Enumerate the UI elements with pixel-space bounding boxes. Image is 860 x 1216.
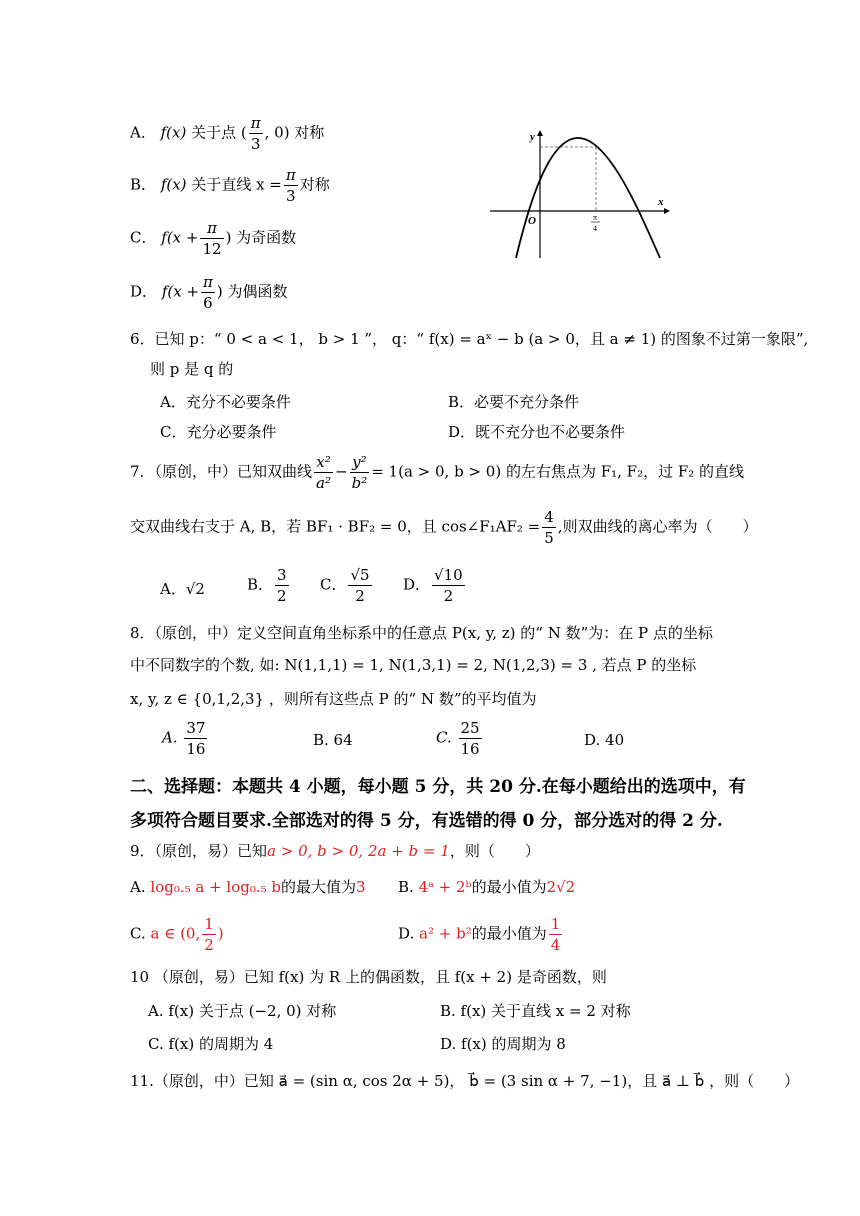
q7-option-a: A．√2 — [160, 580, 205, 598]
q7-option-c: C． $\frac{√5}{2}$ — [320, 566, 370, 605]
q8-stem-line2: 中不同数字的个数, 如: N(1,1,1) = 1, N(1,3,1) = 2, N(1,2,3) = 3 , 若点 P 的坐标 — [130, 656, 697, 674]
y-axis-arrow — [537, 130, 543, 136]
q5-option-c: C． f(x + $\frac{\pi}{12}$ ) 为奇函数 — [130, 219, 297, 258]
q5-option-b: B． f(x) 关于直线 x = $\frac{\pi}{3}$ 对称 — [130, 166, 330, 205]
q8-stem-line3: x, y, z ∈ {0,1,2,3} ，则所有这些点 P 的“ N 数”的平均值为 — [130, 690, 537, 708]
q5-option-d: D． f(x + $\frac{\pi}{6}$ ) 为偶函数 — [130, 273, 288, 312]
q6-option-d: D．既不充分也不必要条件 — [448, 423, 626, 441]
q8-option-c: C. $\frac{25}{16}$ — [436, 719, 480, 758]
q8-option-d: D. 40 — [584, 731, 625, 749]
q10-option-a: A. f(x) 关于点 (−2, 0) 对称 — [148, 1002, 337, 1020]
tick-den: 4 — [593, 224, 597, 233]
section-2-heading-line2: 多项符合题目要求.全部选对的得 5 分，有选错的得 0 分，部分选对的得 2 分. — [130, 811, 723, 831]
q9-option-d: D. a² + b²的最小值为 $\frac{1}{4}$ — [398, 915, 561, 954]
q9-option-b: B. 4ᵃ + 2ᵇ的最小值为2√2 — [398, 878, 576, 896]
section-2-heading-line1: 二、选择题：本题共 4 小题，每小题 5 分，共 20 分.在每小题给出的选项中，有 — [130, 777, 746, 797]
y-label: y — [530, 131, 535, 143]
q8-option-b: B. 64 — [313, 731, 353, 749]
q8-stem-line1: 8．（原创，中）定义空间直角坐标系中的任意点 P(x, y, z) 的“ N 数”为：在 P 点的坐标 — [130, 624, 713, 642]
q10-stem: 10 （原创，易）已知 f(x) 为 R 上的偶函数，且 f(x + 2) 是奇函数，则 — [130, 968, 607, 986]
q5-option-a: A． f(x) 关于点 ( $\frac{\pi}{3}$ , 0) 对称 — [130, 114, 325, 153]
q7-stem-line2: 交双曲线右支于 A, B，若 BF₁ · BF₂ = 0，且 cos∠F₁AF₂ = $\frac{4}{5}$ ,则双曲线的离心率为（ ） — [130, 508, 758, 547]
q9-option-a: A. log₀.₅ a + log₀.₅ b的最大值为3 — [130, 878, 366, 896]
q6-stem-line1: 6．已知 p：“ 0 < a < 1， b > 1 ”， q：“ f(x) = aˣ − b (a > 0，且 a ≠ 1) 的图象不过第一象限”, — [130, 330, 809, 348]
x-axis-arrow — [664, 208, 670, 214]
q9-option-c: C. a ∈ (0, $\frac{1}{2}$ ) — [130, 915, 224, 954]
q6-stem-line2: 则 p 是 q 的 — [150, 360, 234, 378]
q10-option-d: D. f(x) 的周期为 8 — [440, 1035, 566, 1053]
q6-option-a: A．充分不必要条件 — [160, 393, 291, 411]
q11-stem: 11.（原创，中）已知 a⃗ = (sin α, cos 2α + 5)， b⃗ = (3 sin α + 7, −1)，且 a⃗ ⊥ b⃗ ，则（ ） — [130, 1072, 800, 1090]
q7-option-b: B． $\frac{3}{2}$ — [247, 566, 287, 605]
sine-curve — [516, 138, 660, 258]
q7-option-d: D． $\frac{√10}{2}$ — [403, 566, 463, 605]
x-label: x — [658, 196, 664, 208]
function-graph — [488, 128, 670, 260]
q6-option-b: B．必要不充分条件 — [448, 393, 580, 411]
q10-option-b: B. f(x) 关于直线 x = 2 对称 — [440, 1002, 631, 1020]
q7-stem-line1: 7．（原创，中）已知双曲线 $\frac{\text{x²}}{\text{a²}}$ − $\frac{\text{y²}}{\text{b²}}$ = 1(a > 0, b > 0) 的左右焦点为 F₁, F₂，过 F₂ 的直线 — [130, 453, 745, 492]
origin-label: O — [528, 215, 536, 227]
q9-stem: 9．（原创，易）已知a > 0, b > 0, 2a + b = 1，则（ ） — [130, 842, 540, 860]
q8-option-a: A. $\frac{37}{16}$ — [162, 719, 206, 758]
q10-option-c: C. f(x) 的周期为 4 — [148, 1035, 274, 1053]
q6-option-c: C．充分必要条件 — [160, 423, 277, 441]
tick-num: π — [593, 213, 598, 222]
